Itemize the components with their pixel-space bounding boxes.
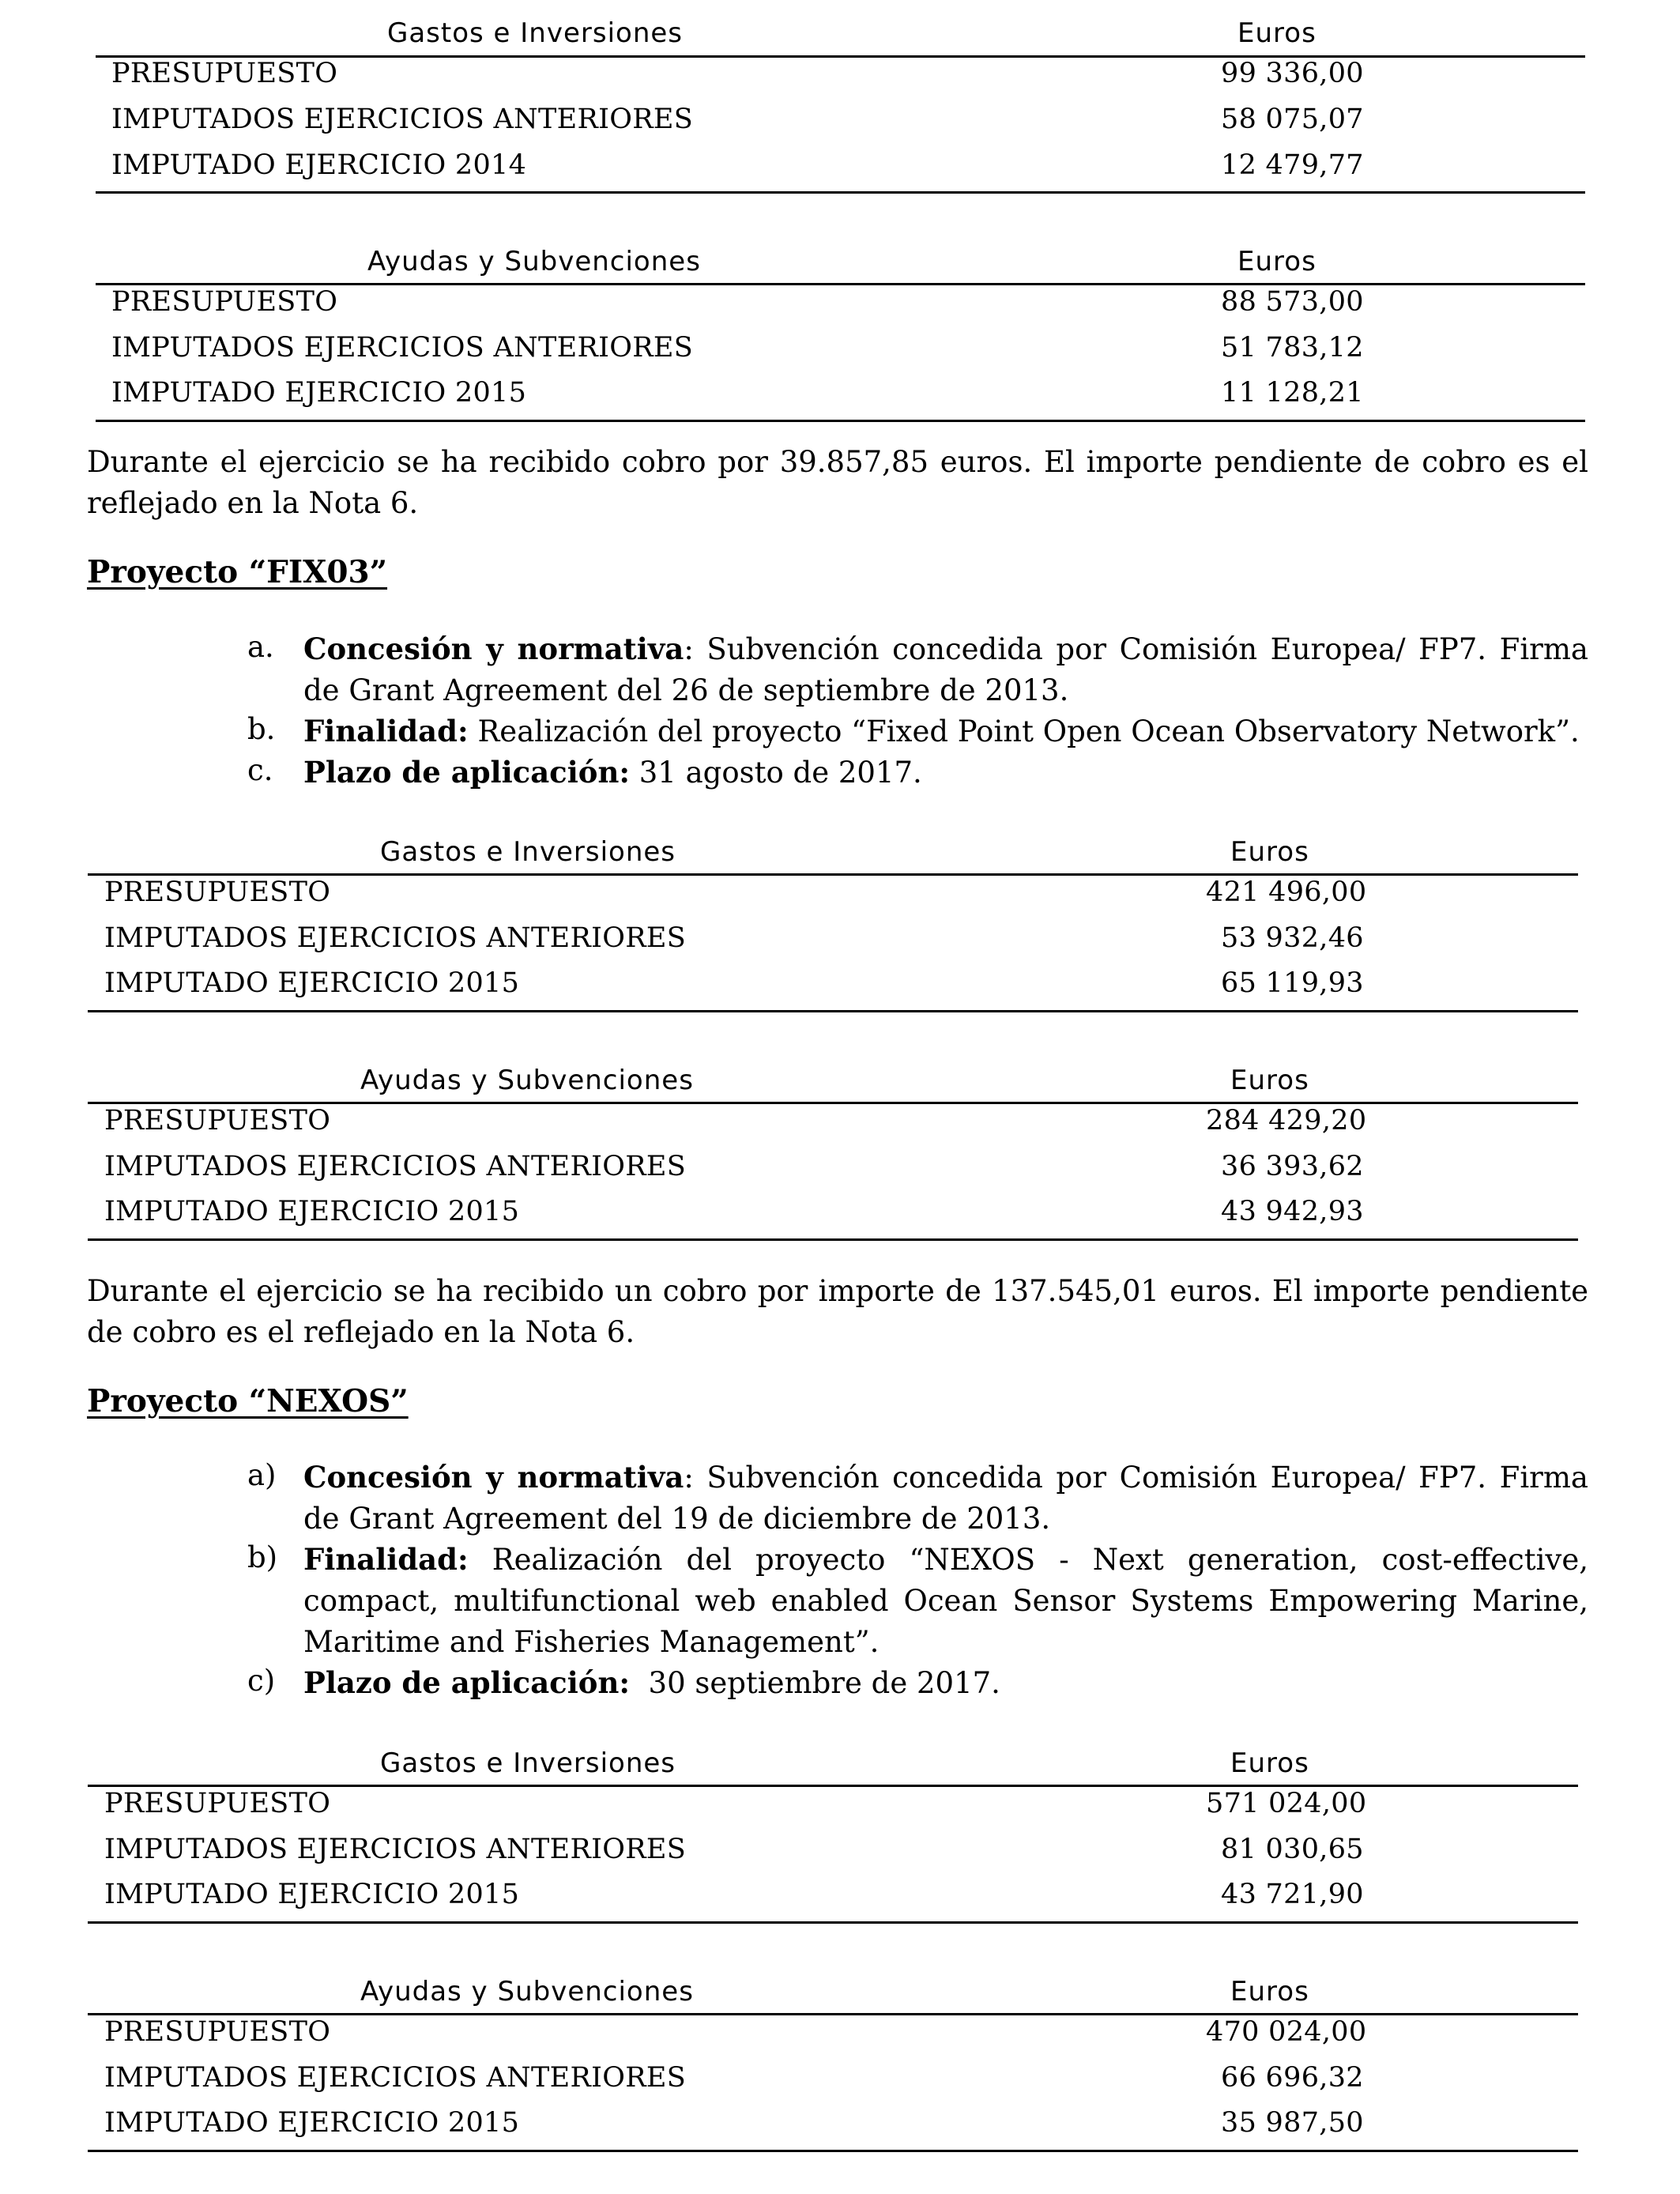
table-row-value: 43 721,90 [1221,1879,1364,1910]
table-bottom-rule [88,1010,1578,1012]
table-row-label: IMPUTADOS EJERCICIOS ANTERIORES [104,1834,686,1865]
table-row-value: 88 573,00 [1221,286,1364,318]
table-header-unit: Euros [1230,836,1309,868]
table-top-rule [88,1785,1578,1787]
list-item-text: : Subvención concedida por Comisión Europea/ FP7. Firma de Grant Agreement del 19 de diciembre de 2013. [303,1461,1588,1536]
table-row-label: IMPUTADO EJERCICIO 2015 [104,967,520,999]
table-header-label: Gastos e Inversiones [387,17,684,49]
table-row-value: 284 429,20 [1206,1105,1367,1137]
section-heading-nexos: Proyecto “NEXOS” [87,1383,409,1419]
list-item-term: Finalidad: [303,1542,469,1577]
table-row-label: IMPUTADO EJERCICIO 2014 [111,149,527,181]
table-row-value: 421 496,00 [1206,876,1367,908]
table-row-label: IMPUTADO EJERCICIO 2015 [104,2107,520,2139]
table-bottom-rule [88,1921,1578,1924]
table-bottom-rule [88,1238,1578,1241]
table-row-label: PRESUPUESTO [111,58,338,89]
table-row-label: PRESUPUESTO [104,876,331,908]
table-header-unit: Euros [1230,1747,1309,1779]
list-item [303,752,1588,794]
table-header-label: Ayudas y Subvenciones [360,1976,694,2007]
list-item-text: Realización del proyecto “Fixed Point Open Ocean Observatory Network”. [468,714,1580,748]
table-row-value: 43 942,93 [1221,1196,1364,1227]
list-item [303,1457,1588,1540]
table-header-label: Ayudas y Subvenciones [360,1065,694,1096]
table-header-unit: Euros [1237,246,1317,277]
table-bottom-rule [96,191,1585,194]
table-header-label: Gastos e Inversiones [380,836,676,868]
list-marker: c) [247,1664,276,1698]
table-row-value: 12 479,77 [1221,149,1364,181]
table-row-label: PRESUPUESTO [111,286,338,318]
table-header-unit: Euros [1237,17,1317,49]
list-item-term: Finalidad: [303,714,469,748]
list-marker: c. [247,753,273,787]
table-top-rule [88,1102,1578,1104]
table-row-value: 36 393,62 [1221,1151,1364,1182]
table-top-rule [88,873,1578,876]
table-top-rule [96,283,1585,285]
list-marker: b) [247,1540,278,1574]
list-item-text: 31 agosto de 2017. [630,756,922,790]
list-item [303,1539,1588,1663]
table-row-value: 65 119,93 [1221,967,1364,999]
table-header-label: Ayudas y Subvenciones [367,246,701,277]
list-item-term: Plazo de aplicación: [303,755,630,790]
list-item-term: Concesión y normativa [303,631,684,666]
list-item [303,711,1588,752]
table-row-label: IMPUTADOS EJERCICIOS ANTERIORES [104,922,686,954]
table-row-label: IMPUTADOS EJERCICIOS ANTERIORES [104,2062,686,2094]
list-item-text: : Subvención concedida por Comisión Europea/ FP7. Firma de Grant Agreement del 26 de septiembre de 2013. [303,632,1588,707]
table-header-unit: Euros [1230,1976,1309,2007]
table-row-value: 58 075,07 [1221,104,1364,135]
table-row-label: PRESUPUESTO [104,1788,331,1819]
table-row-value: 51 783,12 [1221,332,1364,364]
list-item [303,1662,1588,1704]
list-item-term: Concesión y normativa [303,1460,684,1495]
list-marker: a) [247,1458,277,1492]
table-row-label: PRESUPUESTO [104,1105,331,1137]
table-header-label: Gastos e Inversiones [380,1747,676,1779]
table-row-label: IMPUTADO EJERCICIO 2015 [104,1196,520,1227]
table-header-unit: Euros [1230,1065,1309,1096]
table-top-rule [88,2013,1578,2015]
table-row-label: PRESUPUESTO [104,2016,331,2048]
list-item-text: 30 septiembre de 2017. [630,1666,1000,1700]
table-row-label: IMPUTADO EJERCICIO 2015 [104,1879,520,1910]
section-heading-fix03: Proyecto “FIX03” [87,554,388,590]
list-item [303,628,1588,711]
table-row-label: IMPUTADOS EJERCICIOS ANTERIORES [111,332,693,364]
table-row-value: 35 987,50 [1221,2107,1364,2139]
paragraph-cobro: Durante el ejercicio se ha recibido cobro por 39.857,85 euros. El importe pendiente de cobro es el reflejado en la Nota 6. [87,445,1588,520]
list-item-term: Plazo de aplicación: [303,1665,630,1700]
table-bottom-rule [96,420,1585,422]
table-row-value: 571 024,00 [1206,1788,1367,1819]
table-row-value: 53 932,46 [1221,922,1364,954]
table-row-value: 470 024,00 [1206,2016,1367,2048]
list-marker: b. [247,712,276,746]
table-row-value: 81 030,65 [1221,1834,1364,1865]
table-row-label: IMPUTADOS EJERCICIOS ANTERIORES [111,104,693,135]
table-row-label: IMPUTADO EJERCICIO 2015 [111,377,527,409]
table-row-value: 99 336,00 [1221,58,1364,89]
table-row-value: 11 128,21 [1221,377,1364,409]
table-bottom-rule [88,2150,1578,2152]
list-item-text: Realización del proyecto “NEXOS - Next generation, cost-effective, compact, multifunctional web enabled Ocean Sensor Systems Empowering Marine, Maritime and Fisheries Management”. [303,1543,1588,1659]
table-row-value: 66 696,32 [1221,2062,1364,2094]
table-row-label: IMPUTADOS EJERCICIOS ANTERIORES [104,1151,686,1182]
list-marker: a. [247,630,274,664]
paragraph-cobro: Durante el ejercicio se ha recibido un cobro por importe de 137.545,01 euros. El importe pendiente de cobro es el reflejado en la Nota 6. [87,1274,1588,1349]
